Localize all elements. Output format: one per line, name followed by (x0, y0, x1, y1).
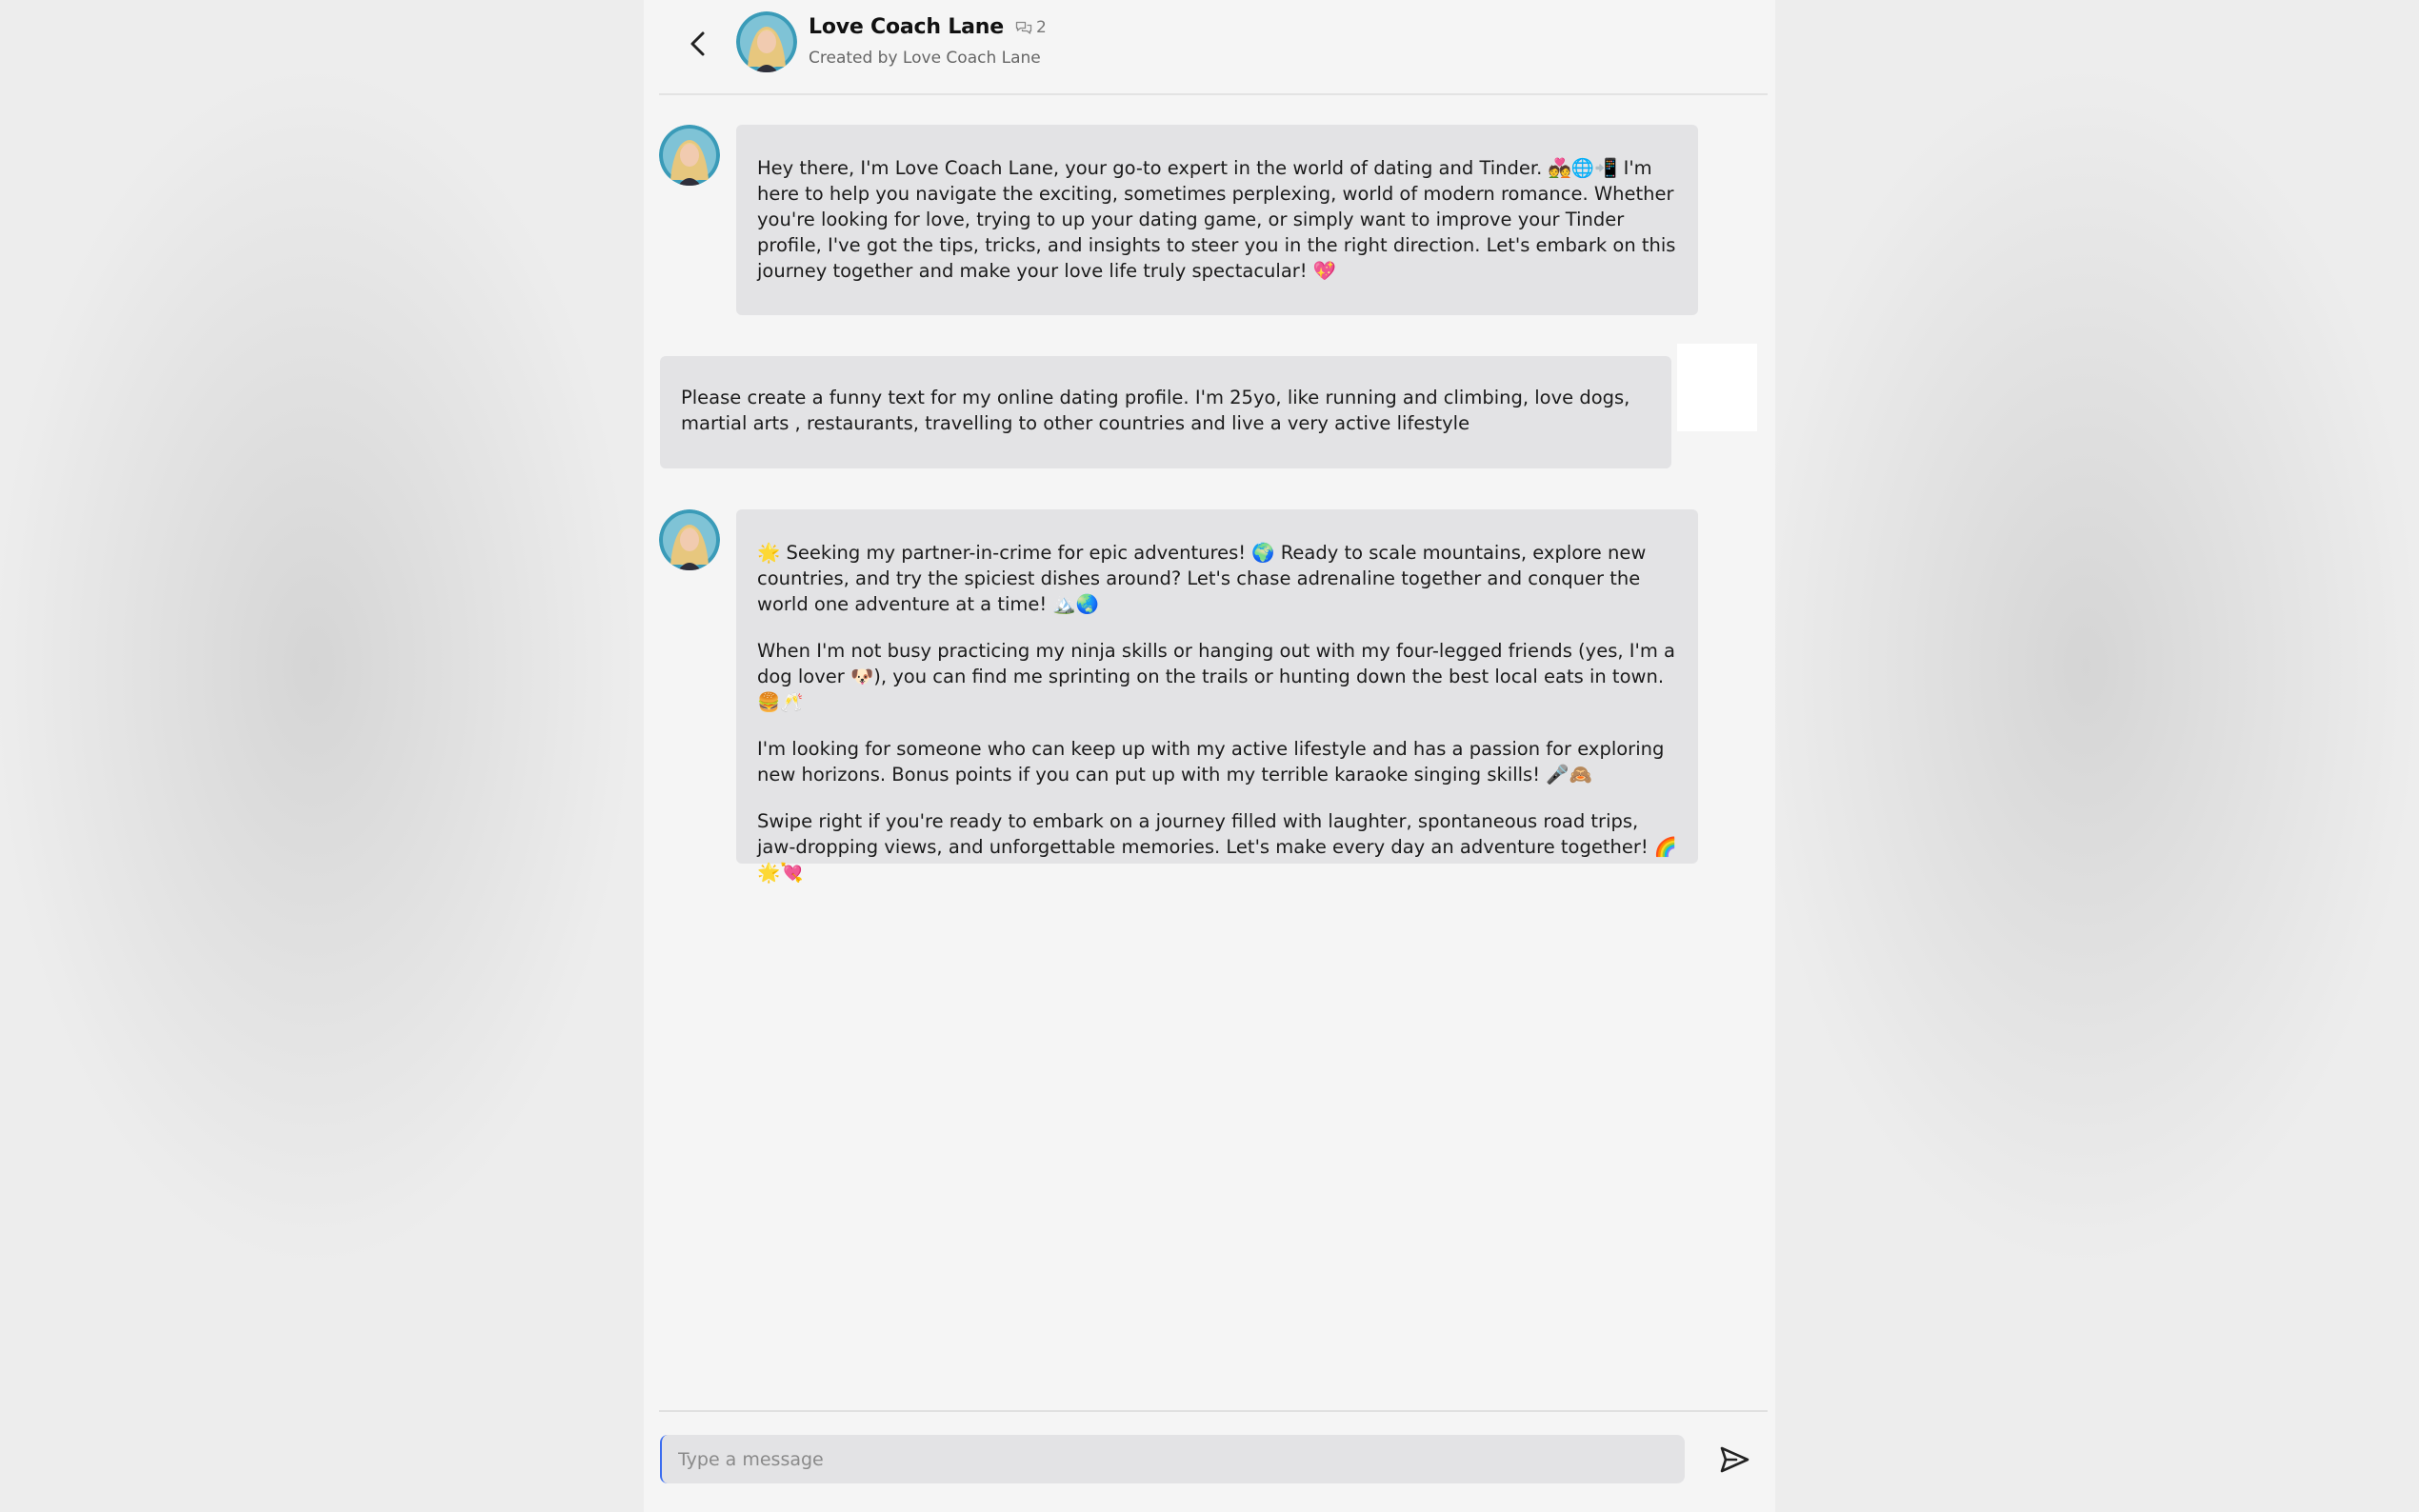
bot-message (736, 125, 1698, 315)
creator-label: Created by Love Coach Lane (809, 49, 1041, 68)
title-row (809, 15, 1047, 39)
chat-count-value: 2 (1035, 17, 1047, 37)
bot-message-avatar (659, 125, 720, 186)
bot-message (736, 509, 1698, 884)
chat-count (1015, 18, 1047, 37)
chevron-left-icon (680, 25, 718, 63)
composer-divider (659, 1410, 1768, 1412)
send-icon (1715, 1441, 1753, 1479)
chat-bubbles-icon (1015, 20, 1032, 35)
chat-panel (644, 0, 1775, 1512)
message-paragraph: 🌟 Seeking my partner-in-crime for epic adventures! 🌍 Ready to scale mountains, explore new countries, and try the spiciest dishes around? Let's chase adrenaline together and conquer the world one adventure at a time! 🏔️🌏 (757, 542, 1647, 615)
message-paragraph: Hey there, I'm Love Coach Lane, your go-to expert in the world of dating and Tinder. 💑🌐📲 I'm here to help you navigate the exciting, sometimes perplexing, world of modern romance. Whether you're looking for love, trying to up your dating game, or simply want to improve your Tinder profile, I've got the tips, tricks, and insights to steer you in the right direction. Let's embark on this journey together and make your love life truly spectacular! 💖 (757, 157, 1676, 282)
bot-name[interactable]: Love Coach Lane (809, 15, 1004, 39)
back-button[interactable] (680, 25, 718, 63)
bot-avatar[interactable] (736, 11, 797, 72)
chat-header (659, 0, 1768, 95)
user-avatar (1677, 344, 1757, 431)
message-paragraph: I'm looking for someone who can keep up with my active lifestyle and has a passion for exploring new horizons. Bonus points if you can put up with my terrible karaoke singing skills! 🎤🙈 (757, 738, 1665, 786)
message-paragraph: Swipe right if you're ready to embark on a journey filled with laughter, spontaneous road trips, jaw-dropping views, and unforgettable memories. Let's make every day an adventure together! 🌈🌟💘 (757, 810, 1678, 884)
bot-message-avatar (659, 509, 720, 570)
send-button[interactable] (1715, 1441, 1753, 1479)
message-input[interactable] (660, 1435, 1685, 1483)
user-message (660, 356, 1671, 468)
message-paragraph: Please create a funny text for my online dating profile. I'm 25yo, like running and climbing, love dogs, martial arts , restaurants, travelling to other countries and live a very active lifestyle (681, 387, 1630, 434)
message-paragraph: When I'm not busy practicing my ninja skills or hanging out with my four-legged friends (yes, I'm a dog lover 🐶), you can find me sprinting on the trails or hunting down the best local eats in town. 🍔🥂 (757, 640, 1676, 713)
